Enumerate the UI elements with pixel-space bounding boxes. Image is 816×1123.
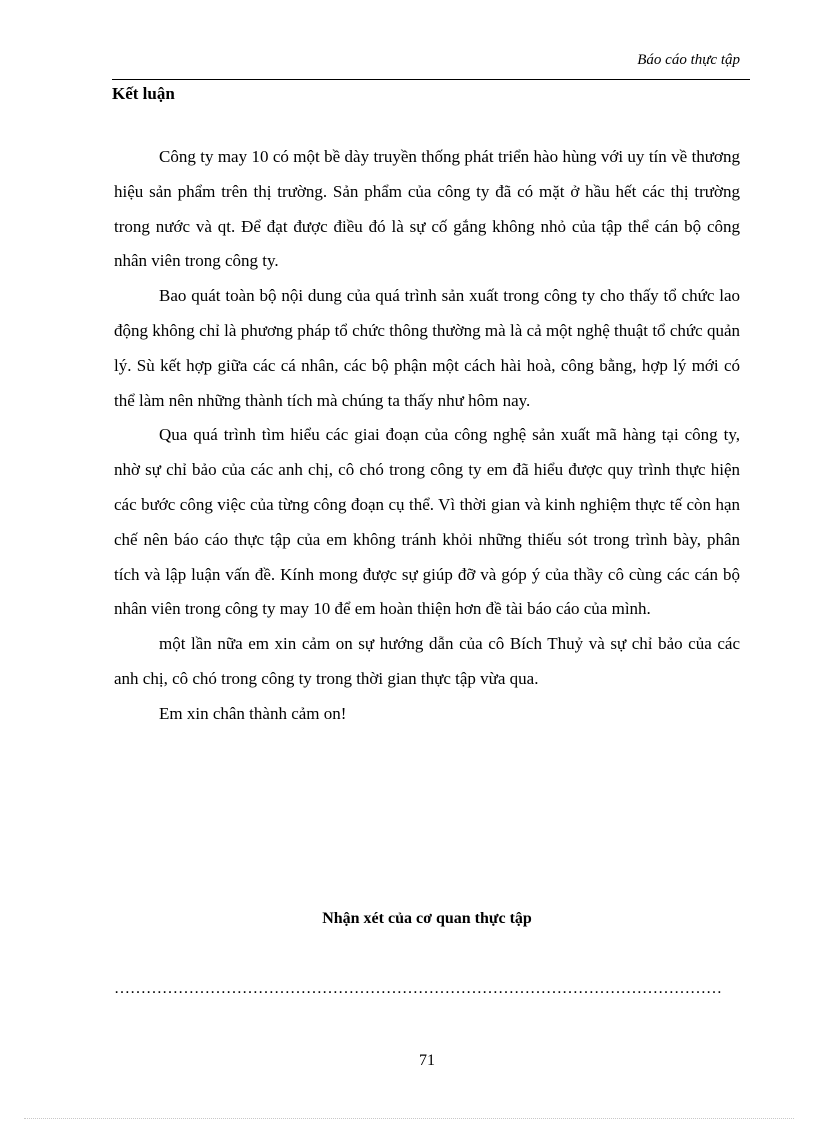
page-bottom-rule (24, 1118, 794, 1119)
evaluation-dotted-line: …………………………………………………………………………………………………… (114, 980, 722, 997)
paragraph: một lần nữa em xin cảm on sự hướng dẫn của cô Bích Thuỷ và sự chỉ bảo của các anh chị, cô chó trong công ty trong thời gian thực tập vừa qua. (114, 634, 740, 688)
body-text (114, 140, 740, 732)
section-title: Kết luận (112, 84, 175, 103)
page-number: 71 (419, 1052, 435, 1069)
paragraph: Bao quát toàn bộ nội dung của quá trình sản xuất trong công ty cho thấy tổ chức lao động không chỉ là phương pháp tổ chức thông thường mà là cả một nghệ thuật tổ chức quản lý. Sù kết hợp giữa các cá nhân, các bộ phận một cách hài hoà, công bằng, hợp lý mới có thể làm nên những thành tích mà chúng ta thấy như hôm nay. (114, 286, 740, 410)
paragraph: Qua quá trình tìm hiểu các giai đoạn của công nghệ sản xuất mã hàng tại công ty, nhờ sự chỉ bảo của các anh chị, cô chó trong công ty em đã hiểu được quy trình thực hiện các bước công việc của từng công đoạn cụ thể. Vì thời gian và kinh nghiệm thực tế còn hạn chế nên báo cáo thực tập của em không tránh khỏi những thiếu sót trong trình bày, phân tích và lập luận vấn đề. Kính mong được sự giúp đỡ và góp ý của thầy cô cùng các cán bộ nhân viên trong công ty may 10 để em hoàn thiện hơn đề tài báo cáo của mình. (114, 425, 740, 619)
running-header: Báo cáo thực tập (637, 52, 740, 68)
paragraph: Em xin chân thành cảm on! (159, 703, 347, 723)
paragraph: Công ty may 10 có một bề dày truyền thống phát triển hào hùng với uy tín về thương hiệu sản phẩm trên thị trường. Sản phẩm của công ty đã có mặt ở hầu hết các thị trường trong nước và qt. Để đạt được điều đó là sự cố gắng không nhỏ của tập thể cán bộ công nhân viên trong công ty. (114, 147, 740, 271)
header-rule (112, 79, 750, 80)
evaluation-title: Nhận xét của cơ quan thực tập (322, 910, 532, 927)
